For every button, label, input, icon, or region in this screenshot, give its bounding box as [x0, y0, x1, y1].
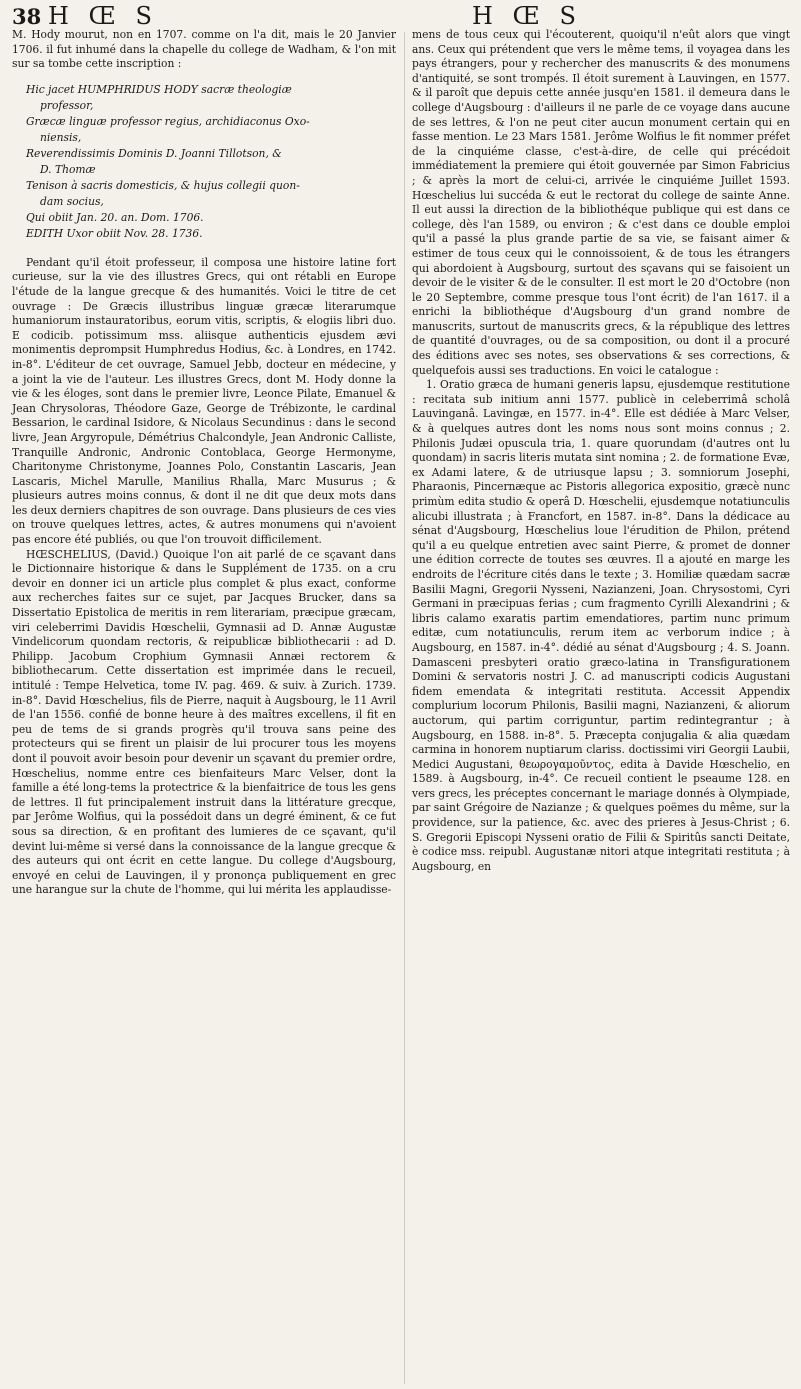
right-paragraph-2: 1. Oratio græca de humani generis lapsu, ejusdemque restitutione : recitata sub initium anni 1577. publicè in celeberrimâ scholâ Lauvinganâ. Lavingæ, en 1577. in-4°. Elle est dédiée à Marc Velser, & à quelques autres dont les noms nous sont moins connus ; 2. Philonis Judæi opuscula tria, 1. quare quorundam (d'autres ont lu quondam) in sacris literis mutata sint nomina ; 2. de formatione Evæ, ex Adami latere, & de utriusque lapsu ; 3. somniorum Josephi, Pharaonis, Pincernæque ac Pistoris allegorica expositio, græcè nunc primùm edita studio & operâ D. Hœschelii, ejusdemque notatiunculis alicubi illustrata ; à Francfort, en 1587. in-8°. Dans la dédicace au sénat d'Augsbourg, Hœschelius loue l'érudition de Philon, prétend qu'il a eu quelque entretien avec saint Pierre, & promet de donner une édition correcte de toutes ses œuvres. Il a ajouté en marge les endroits de l'écriture cités dans le texte ; 3. Homiliæ quædam sacræ Basilii Magni, Gregorii Nysseni, Nazianzeni, Joan. Chrysostomi, Cyri Germani in præcipuas ferias ; cum fragmento Cyrilli Alexandrini ; & libris calamo exaratis partim emendatiores, partim nunc primum editæ, cum notatiunculis, rerum item ac verborum indice ; à Augsbourg, en 1587. in-4°. dédié au sénat d'Augsbourg ; 4. S. Joann. Damasceni presbyteri oratio græco-latina in Transfigurationem Domini & servatoris nostri J. C. ad manuscripti codicis Augustani fidem emendata & integritati restituta. Accessit Appendix complurium locorum Philonis, Basilii magni, Nazianzeni, & aliorum auctorum, qui partim corriguntur, partim redintegrantur ; à Augsbourg, en 1588. in-8°. 5. Præcepta conjugalia & alia quædam carmina in honorem nuptiarum clariss. doctissimi viri Georgii Laubii, Medici Augustani, θεωρογαμοῦντος, edita à Davide Hœschelio, en 1589. à Augsbourg, in-4°. Ce recueil contient le pseaume 128. en vers grecs, les préceptes concernant le mariage donnés à Olympiade, par saint Grégoire de Nazianze ; & quelques poëmes du même, sur la providence, sur la patience, &c. avec des prieres à Jesus-Christ ; 6. S. Gregorii Episcopi Nysseni oratio de Filii & Spiritûs sancti Deitate, è codice mss. reipubl. Augustanæ nitori atque integritati restituta ; à Augsbourg, en — [412, 378, 790, 873]
right-column — [412, 28, 790, 874]
inscription-line: Tenison à sacris domesticis, & hujus collegii quon- — [26, 178, 300, 192]
inscription-line: professor, — [40, 98, 94, 112]
inscription-line: Reverendissimis Dominis D. Joanni Tillotson, & — [26, 146, 282, 160]
running-head-left: H Œ S — [48, 2, 158, 30]
page-header — [0, 4, 801, 30]
column-divider — [404, 32, 405, 1384]
inscription-line: dam socius, — [40, 194, 104, 208]
left-paragraph-1: M. Hody mourut, non en 1707. comme on l'a dit, mais le 20 Janvier 1706. il fut inhumé dans la chapelle du college de Wadham, & l'on mit sur sa tombe cette inscription : — [12, 28, 396, 71]
page-number: 38 — [12, 4, 42, 29]
tomb-inscription — [26, 82, 396, 242]
inscription-line: niensis, — [40, 130, 82, 144]
inscription-line: Hic jacet HUMPHRIDUS HODY sacræ theologiæ — [26, 82, 292, 96]
right-paragraph-1: mens de tous ceux qui l'écouterent, quoiqu'il n'eût alors que vingt ans. Ceux qui prétendent que vers le même tems, il voyagea dans les pays étrangers, pour y rechercher des manuscrits & des monumens d'antiquité, se sont trompés. Il étoit surement à Lauvingen, en 1577. & il paroît que depuis cette année jusqu'en 1581. il demeura dans le college d'Augsbourg : d'ailleurs il ne parle de ce voyage dans aucune de ses lettres, & l'on ne peut citer aucun monument certain qui en fasse mention. Le 23 Mars 1581. Jerôme Wolfius le fit nommer préfet de la cinquiéme classe, c'est-à-dire, de celle qui précédoit immédiatement la premiere qui étoit gouvernée par Simon Fabricius ; & après la mort de celui-ci, arrivée le cinquiéme Juillet 1593. Hœschelius lui succéda & eut le rectorat du college de sainte Anne. Il eut aussi la direction de la bibliothéque publique qui est dans ce college, dès l'an 1589, ou environ ; & c'est dans ce double emploi qu'il a passé la plus grande partie de sa vie, se faisant aimer & estimer de tous ceux qui le connoissoient, & de tous les étrangers qui abordoient à Augsbourg, surtout des sçavans qui se faisoient un devoir de le visiter & de le consulter. Il est mort le 20 d'Octobre (non le 20 Septembre, comme presque tous l'ont écrit) de l'an 1617. il a enrichi la bibliothéque d'Augsbourg d'un grand nombre de manuscrits, surtout de manuscrits grecs, & la république des lettres de quantité d'ouvrages, ou de sa composition, ou dont il a procuré des éditions avec ses notes, ses observations & ses corrections, & quelquefois aussi ses traductions. En voici le catalogue : — [412, 28, 790, 377]
left-paragraph-2: Pendant qu'il étoit professeur, il composa une histoire latine fort curieuse, sur la vie des illustres Grecs, qui ont rétabli en Europe l'étude de la langue grecque & des humanités. Voici le titre de cet ouvrage : De Græcis illustribus linguæ græcæ literarumque humaniorum instauratoribus, eorum vitis, scriptis, & elogiis libri duo. E codicib. potissimum mss. aliisque authenticis ejusdem ævi monimentis deprompsit Humphredus Hodius, &c. à Londres, en 1742. in-8°. L'éditeur de cet ouvrage, Samuel Jebb, docteur en médecine, y a joint la vie de l'auteur. Les illustres Grecs, dont M. Hody donne la vie & les éloges, sont dans le premier livre, Leonce Pilate, Emanuel & Jean Chrysoloras, Théodore Gaze, George de Trébizonte, le cardinal Bessarion, le cardinal Isidore, & Nicolaus Secundinus : dans le second livre, Jean Argyropule, Démétrius Chalcondyle, Jean Andronic Calliste, Tranquille Andronic, Andronic Contoblaca, George Hermonyme, Charitonyme Christonyme, Joannes Polo, Constantin Lascaris, Jean Lascaris, Michel Marulle, Manilius Rhalla, Marc Musurus ; & plusieurs autres moins connus, & dont il ne dit que deux mots dans les deux derniers chapitres de son ouvrage. Dans plusieurs de ces vies on trouve quelques lettres, actes, & autres monumens qui n'avoient pas encore été publiés, ou que l'on trouvoit difficilement. — [12, 255, 396, 547]
inscription-line: D. Thomæ — [40, 162, 96, 176]
left-paragraph-3: HŒSCHELIUS, (David.) Quoique l'on ait parlé de ce sçavant dans le Dictionnaire historique & dans le Supplément de 1735. on a cru devoir en donner ici un article plus complet & plus exact, conforme aux recherches faites sur ce sujet, par Jacques Brucker, dans sa Dissertatio Epistolica de meritis in rem literariam, præcipue græcam, viri celeberrimi Davidis Hœschelii, Gymnasii ad D. Annæ Augustæ Vindelicorum quondam rectoris, & reipublicæ bibliothecarii : ad D. Philipp. Jacobum Crophium Gymnasii Annæi rectorem & bibliothecarum. Cette dissertation est imprimée dans le recueil, intitulé : Tempe Helvetica, tome IV. pag. 469. & suiv. à Zurich. 1739. in-8°. David Hœschelius, fils de Pierre, naquit à Augsbourg, le 11 Avril de l'an 1556. confié de bonne heure à des maîtres excellens, il fit en peu de tems de si grands progrès qu'il trouva sans peine des protecteurs qui se firent un plaisir de lui procurer tous les moyens dont il pouvoit avoir besoin pour devenir un sçavant du premier ordre, Hœschelius, nomme entre ces bienfaiteurs Marc Velser, dont la famille a été long-tems la protectrice & la bienfaitrice de tous les gens de lettres. Il fut principalement instruit dans la littérature grecque, par Jerôme Wolfius, qui la possédoit dans un degré éminent, & ce fut sous sa direction, & en profitant des lumieres de ce sçavant, qu'il devint lui-même si versé dans la connoissance de la langue grecque & des auteurs qui ont écrit en cette langue. Du college d'Augsbourg, envoyé en celui de Lauvingen, il y prononça publiquement en grec une harangue sur la chute de l'homme, qui lui mérita les applaudisse- — [12, 547, 396, 897]
inscription-line: EDITH Uxor obiit Nov. 28. 1736. — [26, 226, 203, 240]
inscription-line: Qui obiit Jan. 20. an. Dom. 1706. — [26, 210, 204, 224]
running-head-right: H Œ S — [472, 2, 582, 30]
inscription-line: Græcæ linguæ professor regius, archidiaconus Oxo- — [26, 114, 310, 128]
left-column — [12, 28, 396, 898]
